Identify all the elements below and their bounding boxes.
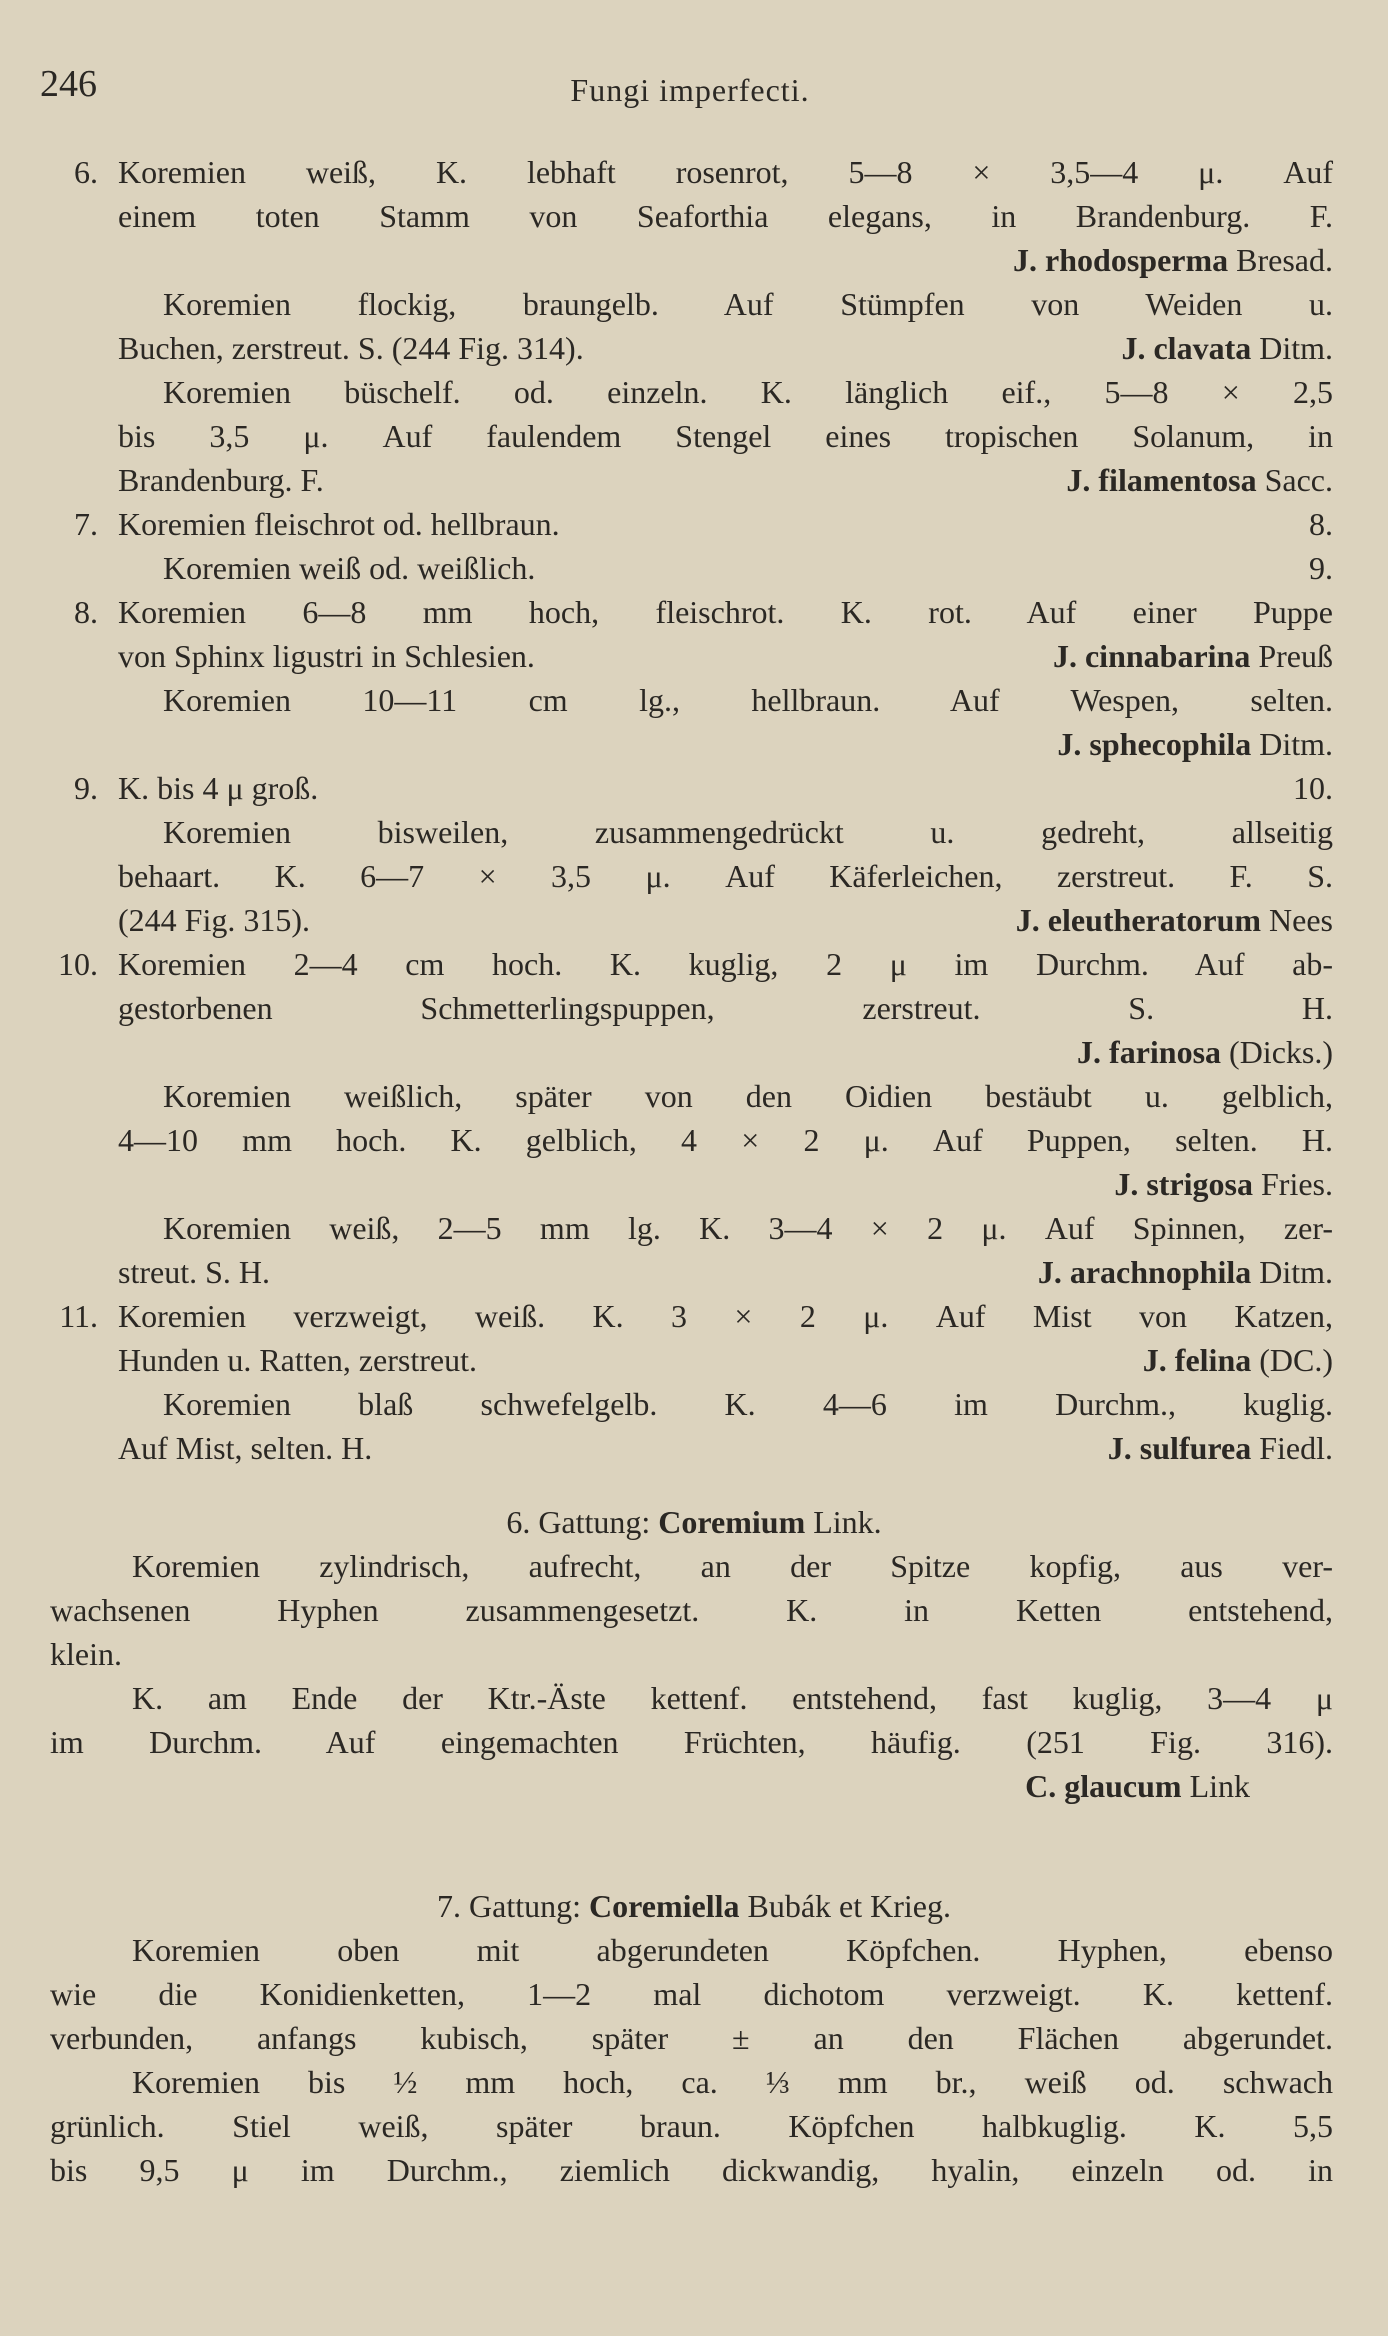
species-citation (118, 1162, 1333, 1206)
key-line (0, 590, 1388, 634)
species-name: C. glaucum (1025, 1768, 1182, 1804)
key-text: (244 Fig. 315). (118, 902, 310, 938)
key-text: streut. S. H. (118, 1254, 270, 1290)
species-author: Fiedl. (1251, 1430, 1333, 1466)
species-author: (DC.) (1251, 1342, 1333, 1378)
key-text: Buchen, zerstreut. S. (244 Fig. 314). (118, 330, 584, 366)
species-author: Nees (1261, 902, 1333, 938)
key-line (0, 1426, 1388, 1470)
key-text: behaart. K. 6—7 × 3,5 μ. Auf Käferleichen, zerstreut. F. S. (118, 858, 1333, 894)
key-line (0, 150, 1388, 194)
genus-description (0, 1544, 1388, 1808)
key-text: Koremien bisweilen, zusammengedrückt u. gedreht, allseitig (163, 814, 1333, 850)
couplet-reference: 8. (1309, 506, 1333, 542)
key-line (0, 898, 1388, 942)
key-text: gestorbenen Schmetterlingspuppen, zerstreut. S. H. (118, 990, 1333, 1026)
paragraph-text: Koremien zylindrisch, aufrecht, an der Spitze kopfig, aus ver- (132, 1548, 1333, 1584)
key-line (0, 1030, 1388, 1074)
key-text: Koremien weiß od. weißlich. (163, 550, 536, 586)
key-line (0, 370, 1388, 414)
species-name: J. arachnophila (1037, 1254, 1252, 1290)
key-text: Koremien weißlich, später von den Oidien bestäubt u. gelblich, (163, 1078, 1333, 1114)
genus-heading (0, 1500, 1388, 1544)
paragraph-text: Koremien bis ½ mm hoch, ca. ⅓ mm br., weiß od. schwach (132, 2064, 1333, 2100)
species-name: J. sphecophila (1057, 726, 1252, 762)
couplet-number: 9. (74, 770, 98, 806)
species-name: J. strigosa (1114, 1166, 1253, 1202)
genus-author: Bubák et Krieg. (739, 1888, 951, 1924)
paragraph-line (0, 2060, 1388, 2104)
key-line (0, 1074, 1388, 1118)
key-line (0, 810, 1388, 854)
genus-heading-prefix: 6. Gattung: (506, 1504, 659, 1540)
genus-name: Coremium (658, 1504, 806, 1540)
key-line (0, 678, 1388, 722)
genus-author: Link. (805, 1504, 882, 1540)
key-text: Koremien 10—11 cm lg., hellbraun. Auf Wespen, selten. (163, 682, 1333, 718)
species-name: J. cinnabarina (1052, 638, 1251, 674)
species-name: J. eleutheratorum (1015, 902, 1262, 938)
key-line (0, 766, 1388, 810)
paragraph-line (0, 1632, 1388, 1676)
species-author: Ditm. (1251, 1254, 1333, 1290)
paragraph-line (0, 1764, 1388, 1808)
paragraph-text: verbunden, anfangs kubisch, später ± an den Flächen abgerundet. (50, 2020, 1333, 2056)
paragraph-line (0, 1928, 1388, 1972)
species-citation (118, 238, 1333, 282)
paragraph-text: im Durchm. Auf eingemachten Früchten, häufig. (251 Fig. 316). (50, 1724, 1333, 1760)
key-line (0, 502, 1388, 546)
genus-heading-prefix: 7. Gattung: (437, 1888, 589, 1924)
species-author: Ditm. (1251, 726, 1333, 762)
species-name: J. rhodosperma (1013, 242, 1229, 278)
key-line (0, 942, 1388, 986)
species-name: J. felina (1142, 1342, 1252, 1378)
species-name: J. farinosa (1077, 1034, 1222, 1070)
key-text: Koremien büschelf. od. einzeln. K. länglich eif., 5—8 × 2,5 (163, 374, 1333, 410)
paragraph-line (0, 1544, 1388, 1588)
key-text: 4—10 mm hoch. K. gelblich, 4 × 2 μ. Auf Puppen, selten. H. (118, 1122, 1333, 1158)
key-line (0, 546, 1388, 590)
species-citation (118, 722, 1333, 766)
page-header (40, 62, 1340, 112)
paragraph-line (0, 1676, 1388, 1720)
paragraph-text: klein. (50, 1636, 122, 1672)
couplet-number: 11. (59, 1298, 98, 1334)
paragraph-text: K. am Ende der Ktr.-Äste kettenf. entstehend, fast kuglig, 3—4 μ (132, 1680, 1333, 1716)
paragraph-text: wie die Konidienketten, 1—2 mal dichotom verzweigt. K. kettenf. (50, 1976, 1333, 2012)
determination-key (0, 150, 1388, 1470)
paragraph-text: grünlich. Stiel weiß, später braun. Köpfchen halbkuglig. K. 5,5 (50, 2108, 1333, 2144)
species-author: Sacc. (1256, 462, 1333, 498)
key-line (0, 1250, 1388, 1294)
key-line (0, 1118, 1388, 1162)
paragraph-line (0, 2016, 1388, 2060)
key-line (0, 1206, 1388, 1250)
key-text: Brandenburg. F. (118, 462, 324, 498)
key-line (0, 986, 1388, 1030)
couplet-number: 8. (74, 594, 98, 630)
key-text: Koremien fleischrot od. hellbraun. (118, 506, 560, 542)
genus-heading (0, 1884, 1388, 1928)
species-citation (118, 1250, 1333, 1294)
couplet-number: 6. (74, 154, 98, 190)
couplet-number: 10. (58, 946, 98, 982)
species-citation (118, 1030, 1333, 1074)
key-line (0, 634, 1388, 678)
key-text: von Sphinx ligustri in Schlesien. (118, 638, 535, 674)
species-name: J. clavata (1121, 330, 1252, 366)
key-text: Hunden u. Ratten, zerstreut. (118, 1342, 477, 1378)
species-author: Link (1181, 1768, 1250, 1804)
species-citation (118, 1338, 1333, 1382)
species-author: Fries. (1253, 1166, 1333, 1202)
key-text: Auf Mist, selten. H. (118, 1430, 373, 1466)
key-text: K. bis 4 μ groß. (118, 770, 319, 806)
species-citation (50, 1764, 1250, 1808)
key-text: einem toten Stamm von Seaforthia elegans, in Brandenburg. F. (118, 198, 1333, 234)
key-line (0, 1382, 1388, 1426)
key-line (0, 238, 1388, 282)
paragraph-line (0, 1588, 1388, 1632)
key-line (0, 282, 1388, 326)
key-line (0, 722, 1388, 766)
key-text: bis 3,5 μ. Auf faulendem Stengel eines tropischen Solanum, in (118, 418, 1333, 454)
key-text: Koremien verzweigt, weiß. K. 3 × 2 μ. Auf Mist von Katzen, (118, 1298, 1333, 1334)
species-citation (118, 1426, 1333, 1470)
key-text: Koremien flockig, braungelb. Auf Stümpfen von Weiden u. (163, 286, 1333, 322)
genus-section-coremium (0, 1500, 1388, 1808)
paragraph-line (0, 1972, 1388, 2016)
couplet-number: 7. (74, 506, 98, 542)
key-line (0, 414, 1388, 458)
species-citation (118, 898, 1333, 942)
paragraph-text: wachsenen Hyphen zusammengesetzt. K. in Ketten entstehend, (50, 1592, 1333, 1628)
paragraph-line (0, 1720, 1388, 1764)
species-author: Ditm. (1251, 330, 1333, 366)
genus-description (0, 1928, 1388, 2192)
couplet-reference: 10. (1293, 770, 1333, 806)
genus-section-coremiella (0, 1884, 1388, 2192)
key-text: Koremien weiß, 2—5 mm lg. K. 3—4 × 2 μ. Auf Spinnen, zer- (163, 1210, 1333, 1246)
paragraph-line (0, 2148, 1388, 2192)
paragraph-text: bis 9,5 μ im Durchm., ziemlich dickwandig, hyalin, einzeln od. in (50, 2152, 1333, 2188)
species-citation (118, 326, 1333, 370)
running-title: Fungi imperfecti. (570, 72, 810, 108)
species-name: J. filamentosa (1066, 462, 1257, 498)
species-author: Bresad. (1228, 242, 1333, 278)
key-text: Koremien blaß schwefelgelb. K. 4—6 im Durchm., kuglig. (163, 1386, 1333, 1422)
species-citation (118, 458, 1333, 502)
species-author: (Dicks.) (1221, 1034, 1333, 1070)
paragraph-text: Koremien oben mit abgerundeten Köpfchen. Hyphen, ebenso (132, 1932, 1333, 1968)
key-text: Koremien weiß, K. lebhaft rosenrot, 5—8 × 3,5—4 μ. Auf (118, 154, 1333, 190)
key-line (0, 854, 1388, 898)
key-line (0, 1294, 1388, 1338)
key-text: Koremien 6—8 mm hoch, fleischrot. K. rot. Auf einer Puppe (118, 594, 1333, 630)
genus-name: Coremiella (589, 1888, 740, 1924)
paragraph-line (0, 2104, 1388, 2148)
species-author: Preuß (1250, 638, 1333, 674)
key-line (0, 194, 1388, 238)
species-name: J. sulfurea (1107, 1430, 1252, 1466)
species-citation (118, 634, 1333, 678)
key-line (0, 1162, 1388, 1206)
key-line (0, 1338, 1388, 1382)
couplet-reference: 9. (1309, 550, 1333, 586)
key-line (0, 326, 1388, 370)
key-text: Koremien 2—4 cm hoch. K. kuglig, 2 μ im Durchm. Auf ab- (118, 946, 1333, 982)
page-number: 246 (40, 63, 97, 105)
key-line (0, 458, 1388, 502)
